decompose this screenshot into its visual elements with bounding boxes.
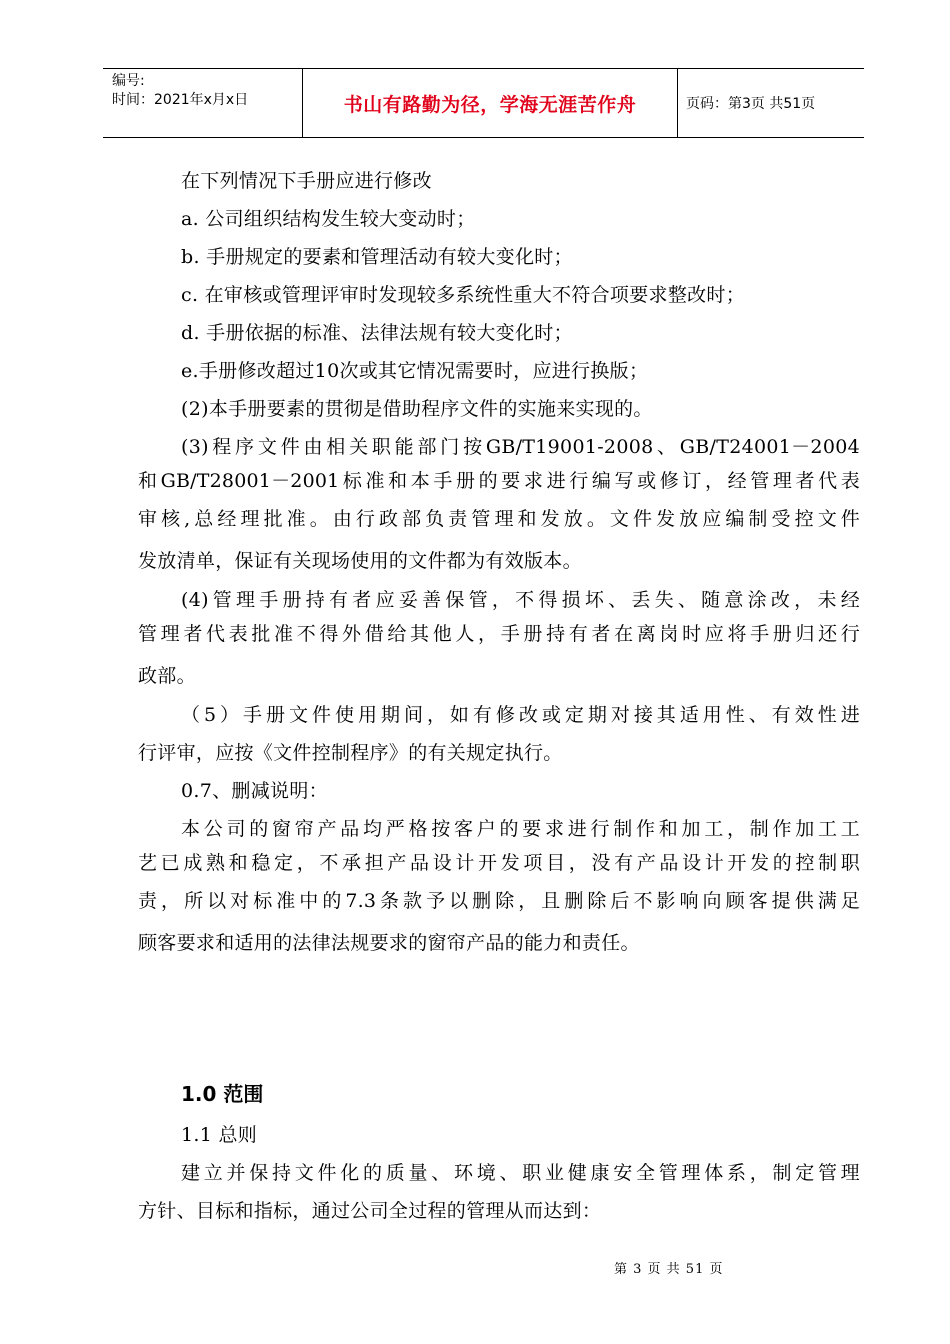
- paragraph-6-line-4: 顾客要求和适用的法律法规要求的窗帘产品的能力和责任。: [138, 932, 640, 954]
- paragraph-4-line-3: 政部。: [138, 665, 196, 687]
- header-motto: 书山有路勤为径，学海无涯苦作舟: [303, 69, 678, 137]
- page-footer: 第 3 页 共 51 页: [614, 1262, 724, 1277]
- list-item-e: e.手册修改超过10次或其它情况需要时，应进行换版；: [181, 360, 649, 382]
- list-item-a: a. 公司组织结构发生较大变动时；: [181, 208, 476, 230]
- paragraph-3-line-1: (3)程序文件由相关职能部门按GB/T19001-2008、GB/T24001－2004: [181, 436, 860, 458]
- paragraph-4-line-1: (4)管理手册持有者应妥善保管，不得损坏、丢失、随意涂改，未经: [181, 589, 860, 611]
- header-page-info: 页码：第3页 共51页: [686, 96, 816, 112]
- paragraph-3-line-3: 审核,总经理批准。由行政部负责管理和发放。文件发放应编制受控文件: [138, 508, 860, 530]
- time-label: 时间：2021年x月x日: [112, 92, 249, 108]
- list-item-d: d. 手册依据的标准、法律法规有较大变化时；: [181, 322, 573, 344]
- paragraph-5-line-2: 行评审，应按《文件控制程序》的有关规定执行。: [138, 742, 563, 764]
- paragraph-3-line-2: 和GB/T28001－2001标准和本手册的要求进行编写或修订，经管理者代表: [138, 470, 860, 492]
- paragraph-6-line-1: 本公司的窗帘产品均严格按客户的要求进行制作和加工，制作加工工: [181, 818, 860, 840]
- deletion-heading: 0.7、删减说明：: [181, 780, 328, 802]
- header-meta: [103, 69, 303, 137]
- section-heading: 1.0 范围: [181, 1082, 264, 1106]
- paragraph-6-line-3: 责，所以对标准中的7.3条款予以删除，且删除后不影响向顾客提供满足: [138, 890, 860, 912]
- paragraph-2: (2)本手册要素的贯彻是借助程序文件的实施来实现的。: [181, 398, 653, 420]
- paragraph-7-line-2: 方针、目标和指标，通过公司全过程的管理从而达到：: [138, 1200, 602, 1222]
- list-item-b: b. 手册规定的要素和管理活动有较大变化时；: [181, 246, 573, 268]
- paragraph-6-line-2: 艺已成熟和稳定，不承担产品设计开发项目，没有产品设计开发的控制职: [138, 852, 860, 874]
- paragraph-5-line-1: （5）手册文件使用期间，如有修改或定期对接其适用性、有效性进: [181, 704, 860, 726]
- list-item-c: c. 在审核或管理评审时发现较多系统性重大不符合项要求整改时；: [181, 284, 746, 306]
- page-header: [103, 68, 864, 138]
- paragraph-3-line-4: 发放清单，保证有关现场使用的文件都为有效版本。: [138, 550, 582, 572]
- paragraph-4-line-2: 管理者代表批准不得外借给其他人，手册持有者在离岗时应将手册归还行: [138, 623, 860, 645]
- paragraph-intro: 在下列情况下手册应进行修改: [181, 170, 432, 192]
- subheading: 1.1 总则: [181, 1124, 258, 1146]
- paragraph-7-line-1: 建立并保持文件化的质量、环境、职业健康安全管理体系，制定管理: [181, 1162, 860, 1184]
- number-label: 编号:: [112, 73, 145, 89]
